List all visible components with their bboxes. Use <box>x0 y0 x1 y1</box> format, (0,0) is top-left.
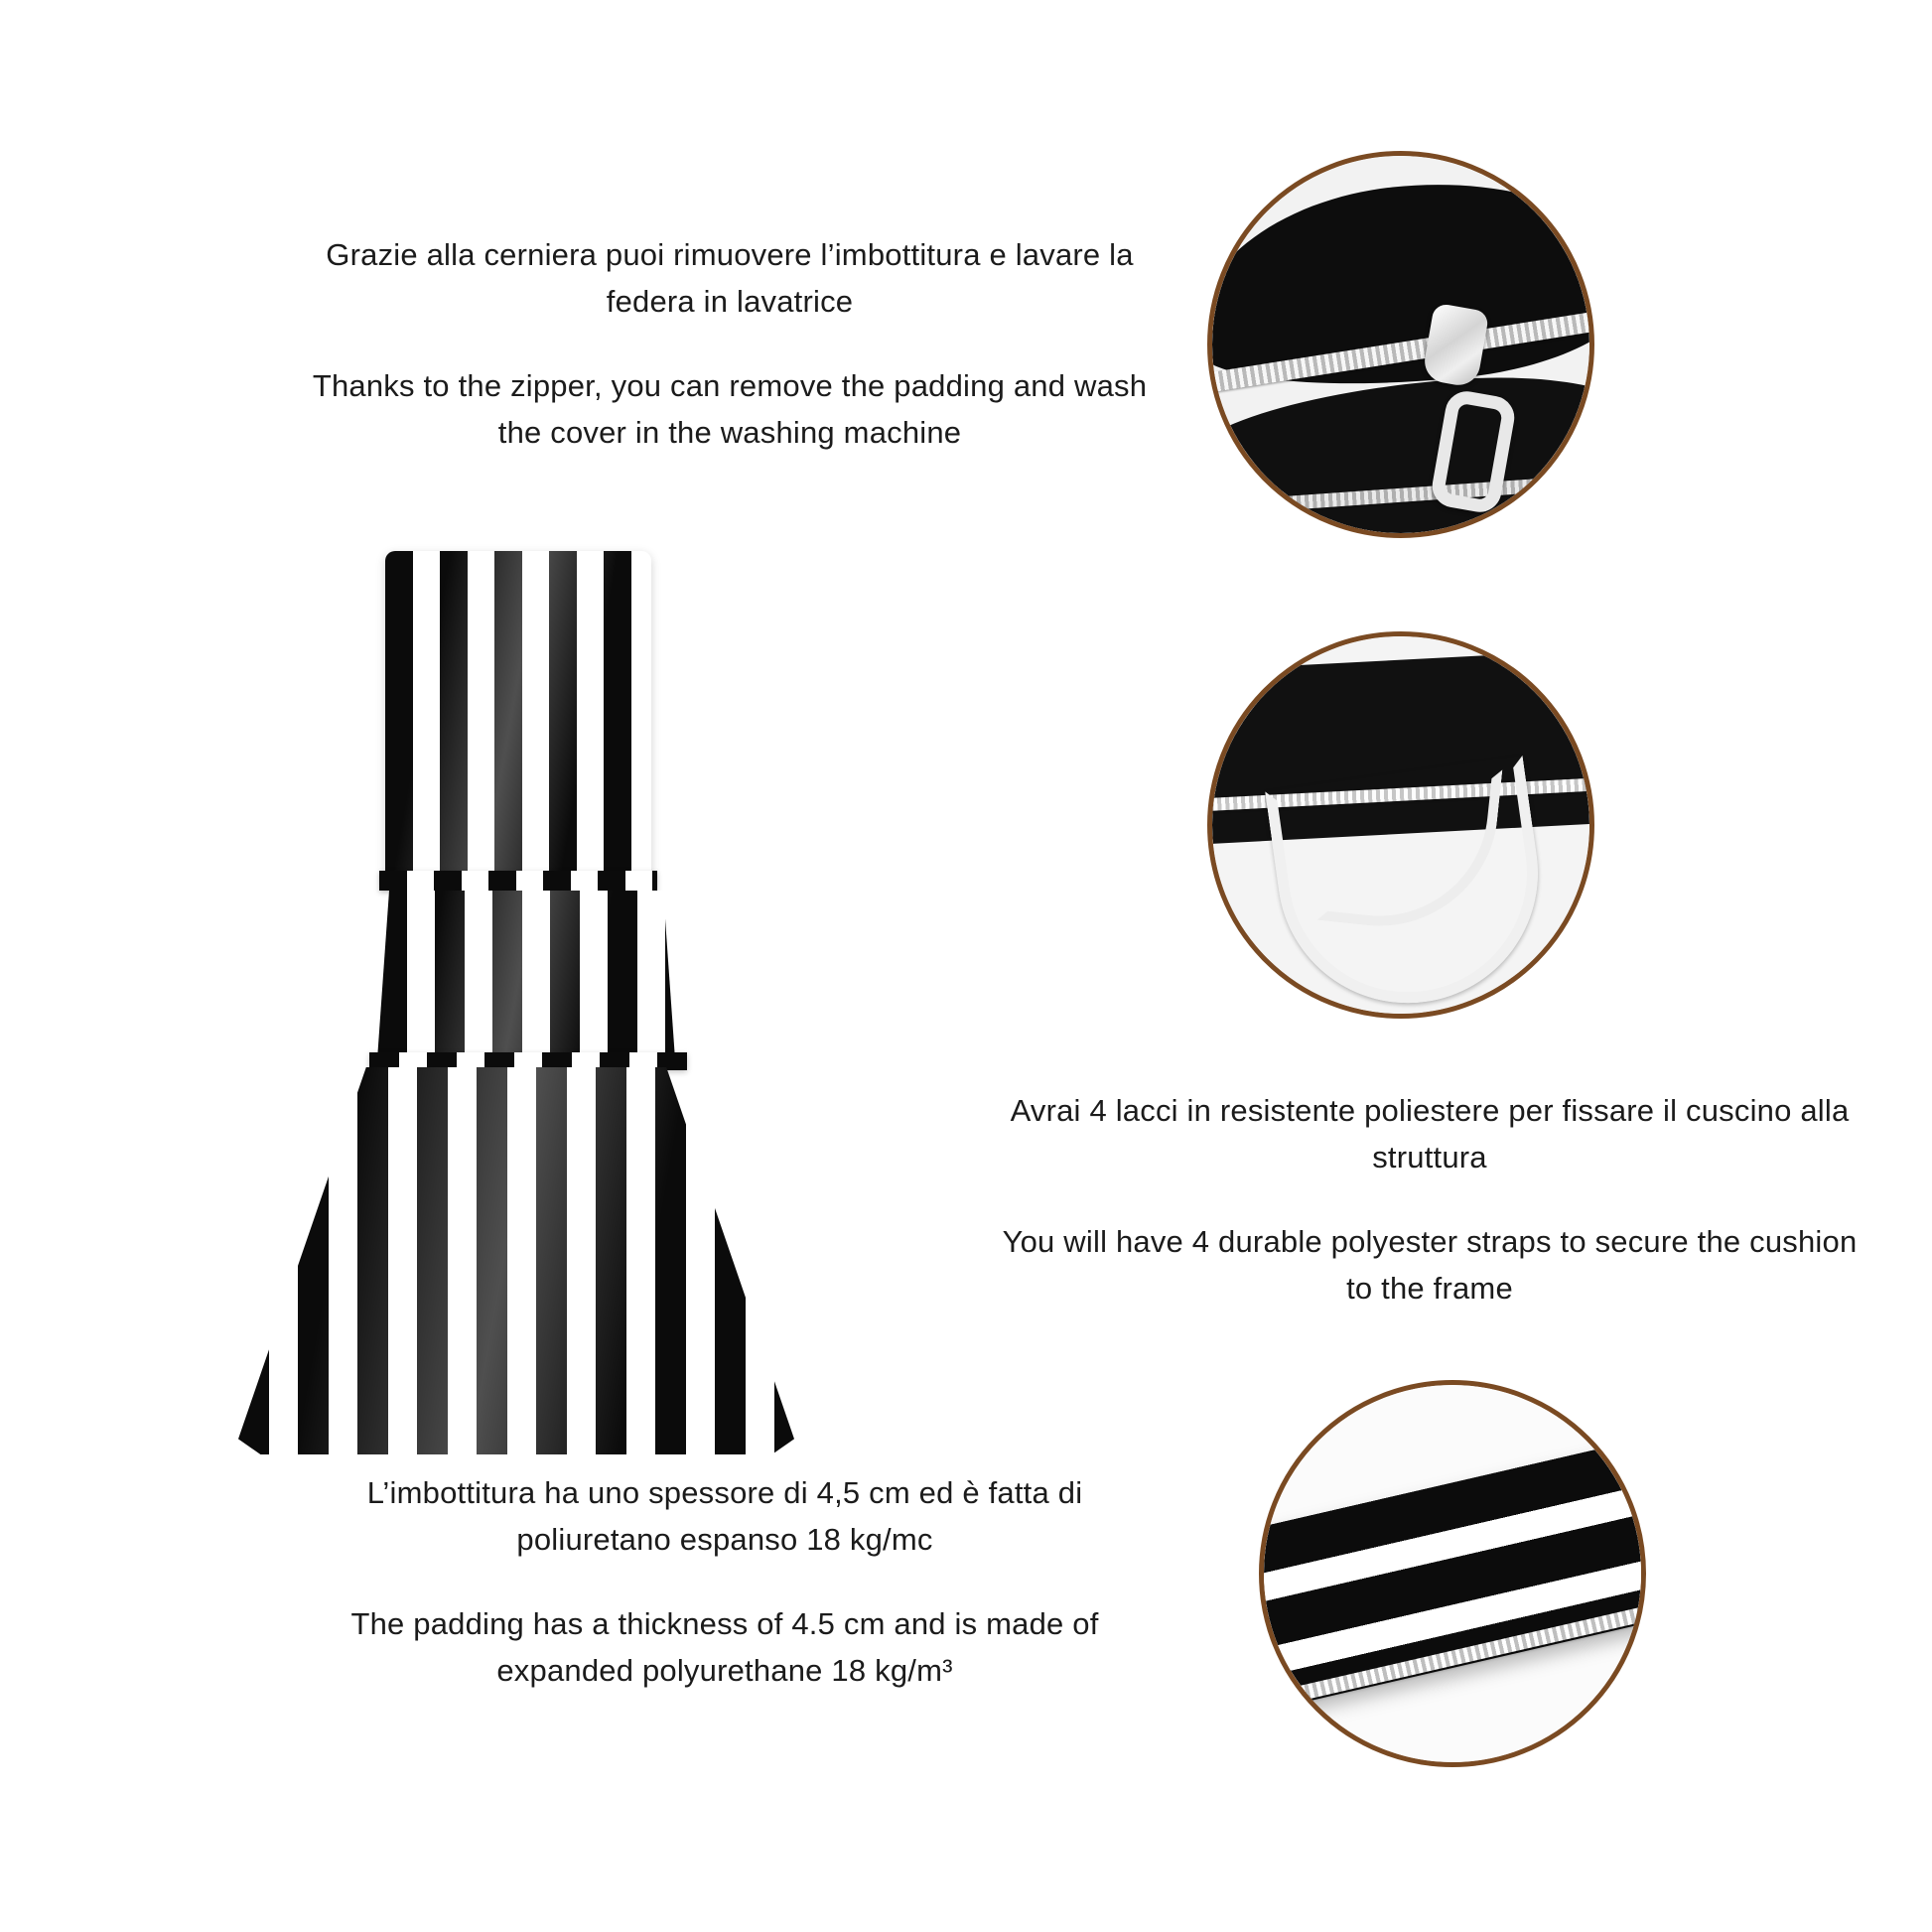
cushion-middle-panel <box>377 891 675 1059</box>
cushion-seat-panel <box>238 1067 794 1454</box>
zipper-caption-italian: Grazie alla cerniera puoi rimuovere l’imbottitura e lavare la federa in lavatrice <box>326 237 1134 320</box>
product-cushion-photo <box>238 551 933 1454</box>
zipper-detail-photo <box>1207 151 1594 538</box>
padding-caption-italian: L’imbottitura ha uno spessore di 4,5 cm ed è fatta di poliuretano espanso 18 kg/mc <box>366 1475 1083 1558</box>
zipper-caption-english: Thanks to the zipper, you can remove the padding and wash the cover in the washing machine <box>312 368 1148 451</box>
straps-caption-italian: Avrai 4 lacci in resistente poliestere per fissare il cuscino alla struttura <box>1010 1093 1850 1175</box>
straps-caption-block <box>993 1087 1866 1311</box>
middle-sheen <box>377 891 675 1059</box>
straps-caption-english: You will have 4 durable polyester straps to secure the cushion to the frame <box>1002 1224 1858 1307</box>
strap-detail-photo <box>1207 631 1594 1019</box>
zipper-caption-block <box>298 231 1162 456</box>
padding-caption-block <box>298 1469 1152 1694</box>
strap-detail-image <box>1212 636 1589 1014</box>
edge-detail-image <box>1264 1385 1641 1762</box>
padding-caption-english: The padding has a thickness of 4.5 cm and is made of expanded polyurethane 18 kg/m³ <box>350 1606 1099 1689</box>
cushion-backrest-hinge <box>379 871 657 891</box>
backrest-sheen <box>385 551 651 879</box>
seat-sheen <box>238 1067 794 1454</box>
cushion-backrest-panel <box>385 551 651 879</box>
edge-detail-photo <box>1259 1380 1646 1767</box>
zipper-detail-image <box>1212 156 1589 533</box>
